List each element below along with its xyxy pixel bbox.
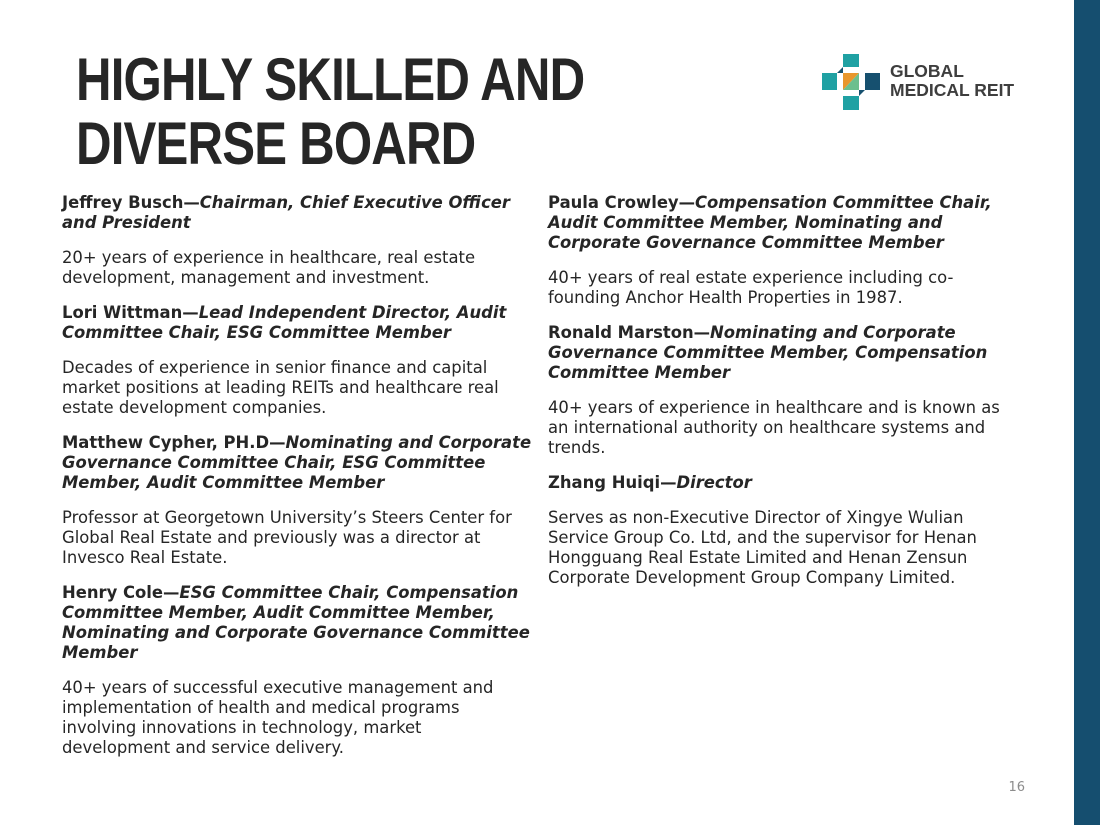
board-member — [62, 433, 532, 568]
member-name: Zhang Huiqi— — [548, 473, 677, 492]
board-member — [548, 323, 1018, 458]
page-number: 16 — [1008, 780, 1025, 795]
logo-piece-right — [865, 73, 880, 90]
member-role: Lead Independent Director, Audit Committee Chair, ESG Committee Member — [62, 303, 507, 342]
board-member — [62, 193, 532, 288]
member-description: 40+ years of experience in healthcare and is known as an international authority on healthcare systems and trends. — [548, 398, 1000, 457]
cross-logo-icon — [820, 52, 882, 112]
board-right-column — [548, 193, 1018, 603]
logo-piece-left — [822, 73, 837, 90]
board-member — [548, 473, 1018, 588]
title-line-1: HIGHLY SKILLED AND — [76, 46, 585, 113]
title-line-2: DIVERSE BOARD — [76, 110, 476, 177]
logo-piece-bottom — [843, 96, 859, 110]
accent-side-bar — [1074, 0, 1100, 825]
member-heading — [548, 473, 1018, 493]
logo-line-2: MEDICAL REIT — [890, 80, 1015, 100]
member-description: Serves as non-Executive Director of Xingye Wulian Service Group Co. Ltd, and the supervisor for Henan Hongguang Real Estate Limited and Henan Zensun Corporate Development Group Company Limited. — [548, 508, 977, 587]
member-heading — [62, 433, 532, 493]
member-role: ESG Committee Chair, Compensation Committee Member, Audit Committee Member, Nominating and Corporate Governance Committee Member — [62, 583, 530, 662]
member-heading — [62, 583, 532, 663]
logo-line-1: GLOBAL — [890, 61, 964, 81]
board-member — [548, 193, 1018, 308]
logo-piece-corner-br — [859, 90, 865, 96]
member-name: Henry Cole— — [62, 583, 180, 602]
member-name: Ronald Marston— — [548, 323, 711, 342]
member-heading — [548, 193, 1018, 253]
member-heading — [62, 193, 532, 233]
board-member — [62, 303, 532, 418]
member-name: Paula Crowley— — [548, 193, 696, 212]
member-role: Nominating and Corporate Governance Committee Chair, ESG Committee Member, Audit Committee Member — [62, 433, 532, 492]
member-description: 20+ years of experience in healthcare, real estate development, management and investment. — [62, 248, 476, 287]
member-role: Chairman, Chief Executive Officer and President — [62, 193, 510, 232]
logo-piece-corner-tl — [837, 67, 843, 73]
member-heading — [62, 303, 532, 343]
member-name: Matthew Cypher, PH.D— — [62, 433, 286, 452]
member-description: Decades of experience in senior finance and capital market positions at leading REITs and healthcare real estate development companies. — [62, 358, 499, 417]
member-description: 40+ years of real estate experience including co-founding Anchor Health Properties in 1987. — [548, 268, 954, 307]
member-description: 40+ years of successful executive management and implementation of health and medical programs involving innovations in technology, market development and service delivery. — [62, 678, 494, 757]
member-heading — [548, 323, 1018, 383]
member-role: Director — [676, 473, 752, 492]
logo-piece-top — [843, 54, 859, 67]
member-description: Professor at Georgetown University’s Steers Center for Global Real Estate and previously was a director at Invesco Real Estate. — [62, 508, 512, 567]
member-role: Nominating and Corporate Governance Committee Member, Compensation Committee Member — [548, 323, 988, 382]
board-left-column — [62, 193, 532, 773]
board-member — [62, 583, 532, 758]
member-name: Lori Wittman— — [62, 303, 199, 322]
logo-wordmark — [890, 62, 1014, 100]
page-title — [76, 48, 584, 176]
member-name: Jeffrey Busch— — [62, 193, 200, 212]
company-logo — [820, 52, 1040, 112]
member-role: Compensation Committee Chair, Audit Committee Member, Nominating and Corporate Governance Committee Member — [548, 193, 992, 252]
